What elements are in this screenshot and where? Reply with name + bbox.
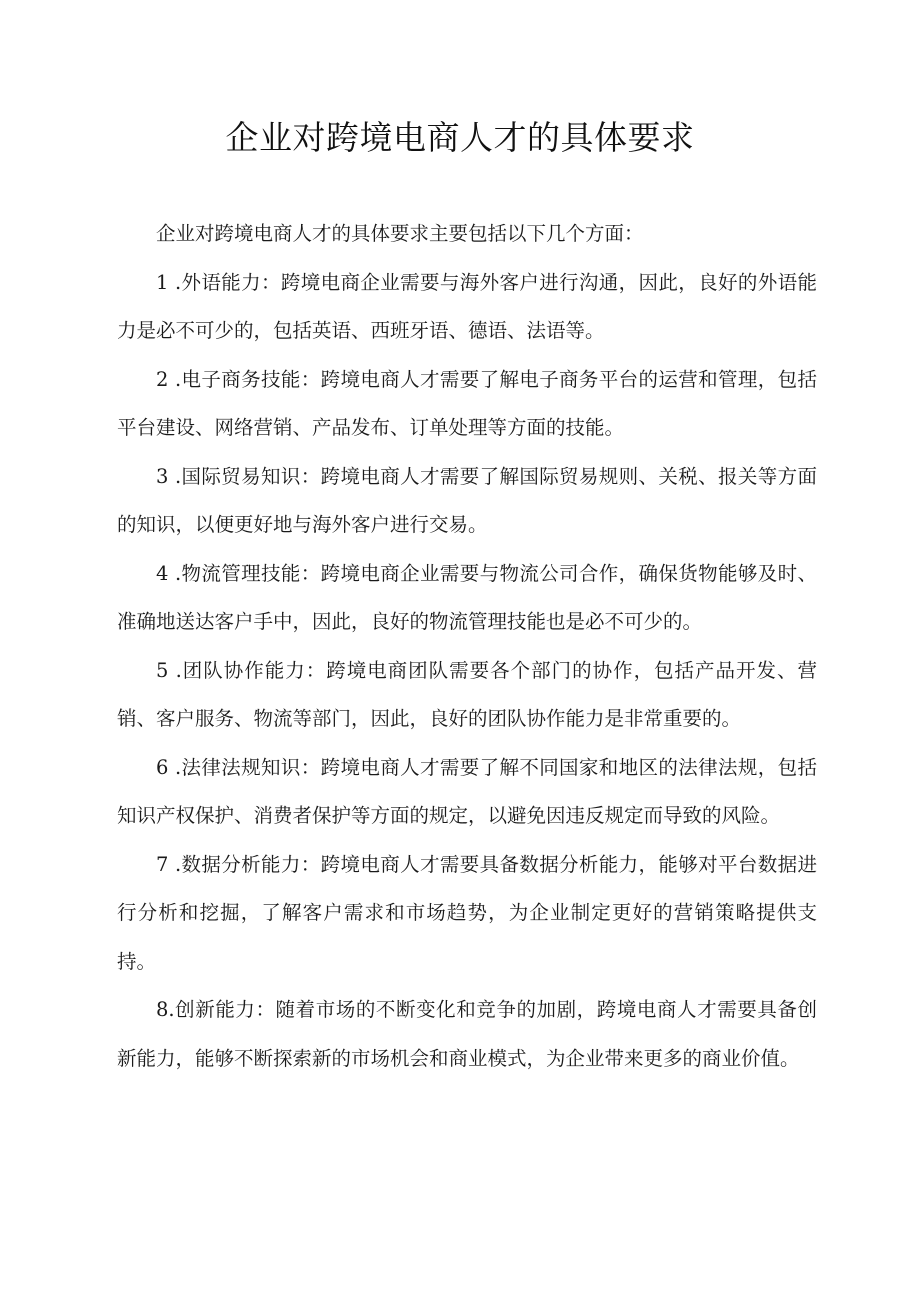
requirement-data-analysis: 7 .数据分析能力：跨境电商人才需要具备数据分析能力，能够对平台数据进行分析和挖掘，了解客户需求和市场趋势，为企业制定更好的营销策略提供支持。 xyxy=(117,852,817,973)
requirement-teamwork: 5 .团队协作能力：跨境电商团队需要各个部门的协作，包括产品开发、营销、客户服务、物流等部门，因此，良好的团队协作能力是非常重要的。 xyxy=(117,658,817,730)
document-title: 企业对跨境电商人才的具体要求 xyxy=(225,118,695,157)
document-body xyxy=(117,210,817,1083)
requirement-legal-knowledge: 6 .法律法规知识：跨境电商人才需要了解不同国家和地区的法律法规，包括知识产权保护、消费者保护等方面的规定，以避免因违反规定而导致的风险。 xyxy=(117,755,817,827)
requirement-innovation: 8.创新能力：随着市场的不断变化和竞争的加剧，跨境电商人才需要具备创新能力，能够不断探索新的市场机会和商业模式，为企业带来更多的商业价值。 xyxy=(117,998,817,1070)
requirement-logistics-skills: 4 .物流管理技能：跨境电商企业需要与物流公司合作，确保货物能够及时、准确地送达客户手中，因此，良好的物流管理技能也是必不可少的。 xyxy=(117,561,817,633)
requirement-trade-knowledge: 3 .国际贸易知识：跨境电商人才需要了解国际贸易规则、关税、报关等方面的知识，以便更好地与海外客户进行交易。 xyxy=(117,464,817,536)
requirement-foreign-language: 1 .外语能力：跨境电商企业需要与海外客户进行沟通，因此，良好的外语能力是必不可少的，包括英语、西班牙语、德语、法语等。 xyxy=(117,270,817,342)
intro-paragraph: 企业对跨境电商人才的具体要求主要包括以下几个方面： xyxy=(156,222,644,245)
requirement-ecommerce-skills: 2 .电子商务技能：跨境电商人才需要了解电子商务平台的运营和管理，包括平台建设、网络营销、产品发布、订单处理等方面的技能。 xyxy=(117,367,817,439)
